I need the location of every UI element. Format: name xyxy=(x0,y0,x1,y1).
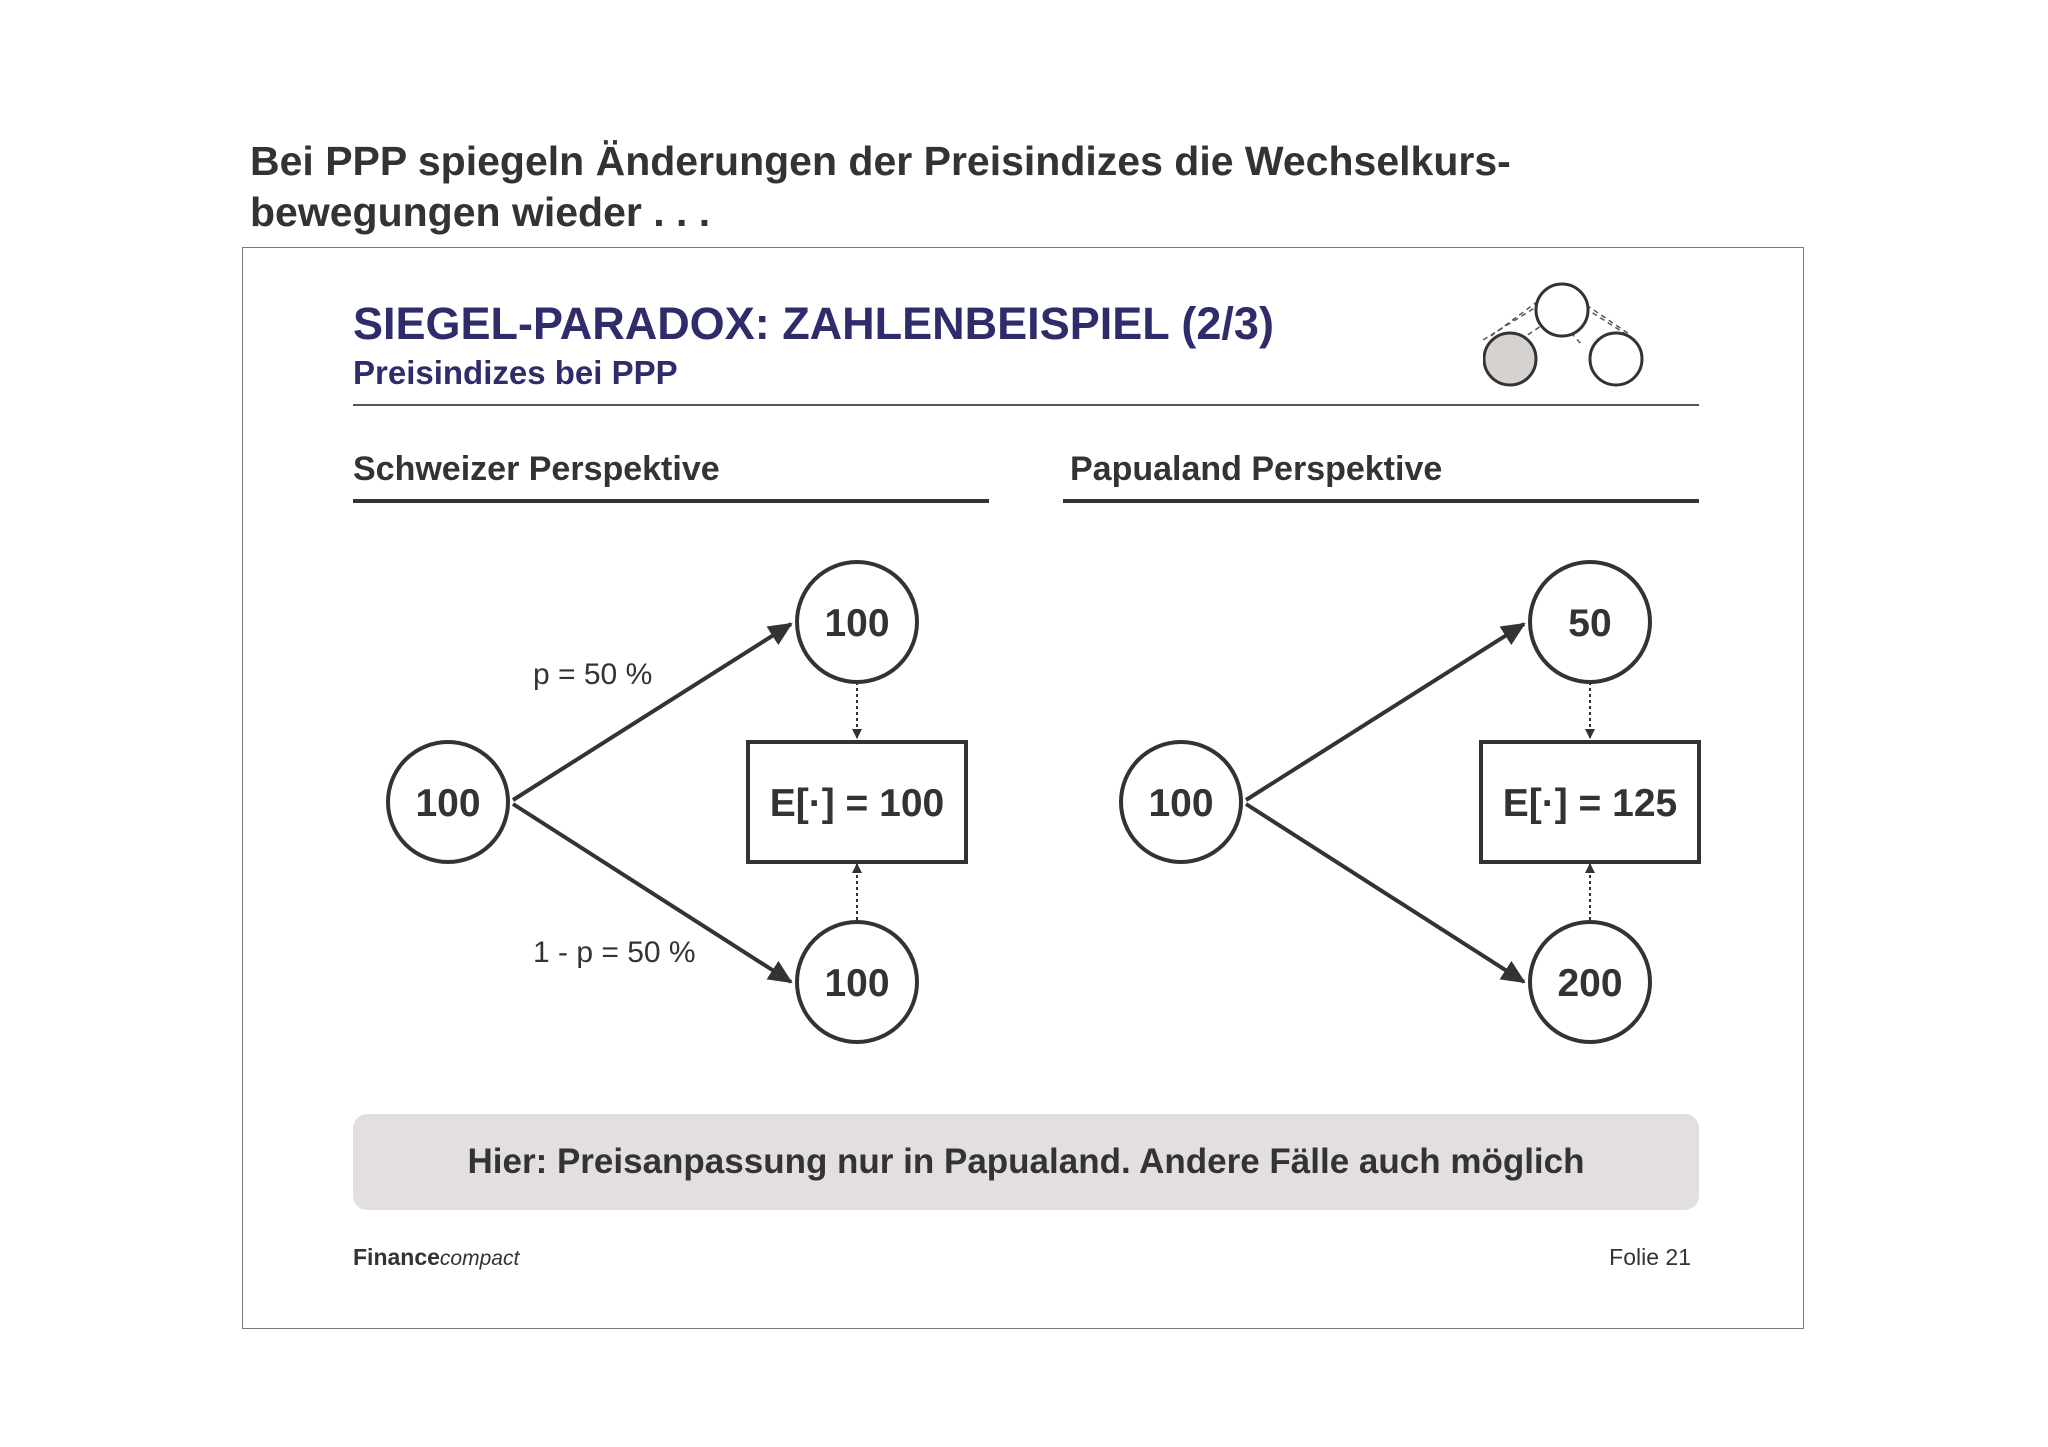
probability-down-label: 1 - p = 50 % xyxy=(533,936,696,969)
node-root-schweiz-label: 100 xyxy=(415,782,481,825)
tree-papualand xyxy=(1121,562,1699,1042)
slide-subtitle: Preisindizes bei PPP xyxy=(353,354,678,391)
page-heading-line-1: Bei PPP spiegeln Änderungen der Preisindizes die Wechselkurs- xyxy=(250,138,1511,184)
footer-brand-bold: Finance xyxy=(353,1244,440,1270)
note-text: Hier: Preisanpassung nur in Papualand. Andere Fälle auch möglich xyxy=(467,1142,1585,1181)
section-heading-schweiz: Schweizer Perspektive xyxy=(353,450,720,488)
probability-up-label: p = 50 % xyxy=(533,658,653,691)
node-root-papualand-label: 100 xyxy=(1148,782,1214,825)
node-down-papualand-label: 200 xyxy=(1557,962,1623,1005)
node-up-schweiz-label: 100 xyxy=(824,602,890,645)
slide-number: Folie 21 xyxy=(1609,1244,1691,1270)
footer-brand xyxy=(353,1244,519,1271)
section-heading-papualand: Papualand Perspektive xyxy=(1070,450,1443,488)
page-heading xyxy=(250,136,1650,238)
note-box xyxy=(353,1114,1699,1210)
slide xyxy=(242,247,1804,1329)
expectation-schweiz-label: E[·] = 100 xyxy=(769,782,945,825)
slide-title: SIEGEL-PARADOX: ZAHLENBEISPIEL (2/3) xyxy=(353,298,1274,349)
tree-schweiz xyxy=(388,562,966,1042)
node-up-papualand-label: 50 xyxy=(1568,602,1612,645)
footer-brand-italic: compact xyxy=(439,1247,520,1270)
expectation-papualand-label: E[·] = 125 xyxy=(1502,782,1678,825)
node-down-schweiz-label: 100 xyxy=(824,962,890,1005)
page-heading-line-2: bewegungen wieder . . . xyxy=(250,189,711,235)
